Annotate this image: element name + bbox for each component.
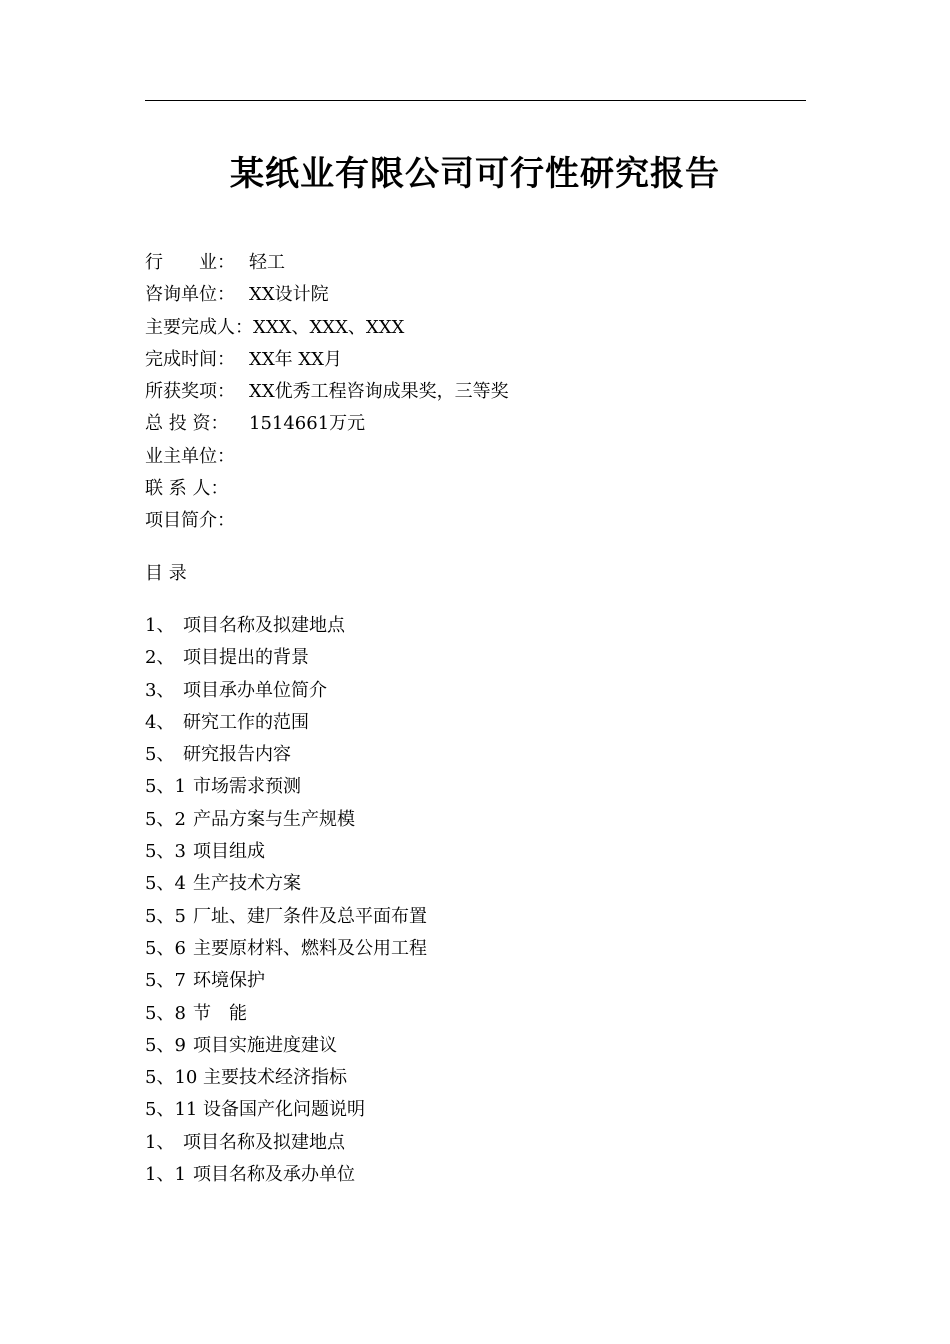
toc-item <box>145 1094 806 1126</box>
info-row-investment <box>145 408 806 440</box>
toc-item-number: 5、5 <box>145 905 186 927</box>
toc-item <box>145 933 806 965</box>
toc-list <box>145 610 806 1191</box>
toc-item-text: 项目组成 <box>193 841 265 863</box>
toc-item-number: 5、1 <box>145 776 186 798</box>
toc-item-text: 环境保护 <box>193 970 265 992</box>
info-value: XX设计院 <box>249 284 329 306</box>
toc-item-text: 项目承办单位简介 <box>183 679 327 701</box>
toc-item <box>145 707 806 739</box>
info-label: 主要完成人： <box>145 316 253 338</box>
toc-item-text: 节 能 <box>193 1002 247 1024</box>
toc-item-number: 3、 <box>145 679 175 701</box>
toc-item-text: 研究报告内容 <box>183 744 291 766</box>
info-row-owner <box>145 441 806 473</box>
document-title: 某纸业有限公司可行性研究报告 <box>230 154 720 194</box>
info-value: XX优秀工程咨询成果奖，三等奖 <box>249 381 509 403</box>
info-row-award <box>145 376 806 408</box>
toc-item-number: 2、 <box>145 647 175 669</box>
subsection-heading <box>145 1159 806 1191</box>
toc-item-text: 主要技术经济指标 <box>203 1067 347 1089</box>
info-value: 1514661万元 <box>249 413 366 435</box>
toc-item-text: 市场需求预测 <box>193 776 301 798</box>
toc-item-number: 5、 <box>145 744 175 766</box>
section-number: 1、 <box>145 1131 175 1153</box>
toc-item-number: 5、7 <box>145 970 186 992</box>
info-row-contact <box>145 473 806 505</box>
toc-item <box>145 998 806 1030</box>
header-rule <box>145 100 806 101</box>
toc-item-text: 研究工作的范围 <box>183 711 309 733</box>
toc-item <box>145 965 806 997</box>
info-block <box>145 247 806 538</box>
info-row-summary <box>145 505 806 537</box>
toc-item-number: 5、9 <box>145 1034 186 1056</box>
toc-item <box>145 868 806 900</box>
toc-item-number: 5、3 <box>145 841 186 863</box>
toc-item-number: 1、 <box>145 614 175 636</box>
toc-item-number: 5、8 <box>145 1002 186 1024</box>
toc-item-text: 项目实施进度建议 <box>193 1034 337 1056</box>
toc-item-text: 产品方案与生产规模 <box>193 808 355 830</box>
section-text: 项目名称及拟建地点 <box>183 1131 345 1153</box>
toc-item <box>145 739 806 771</box>
toc-item-text: 主要原材料、燃料及公用工程 <box>193 937 427 959</box>
spacer <box>145 590 806 610</box>
info-row-authors <box>145 312 806 344</box>
document-body <box>145 247 806 1191</box>
toc-item-number: 5、2 <box>145 808 186 830</box>
toc-item <box>145 642 806 674</box>
toc-item <box>145 771 806 803</box>
info-value: XXX、XXX、XXX <box>253 316 405 338</box>
toc-item-text: 生产技术方案 <box>193 873 301 895</box>
toc-item-text: 项目提出的背景 <box>183 647 309 669</box>
toc-item <box>145 675 806 707</box>
toc-item-number: 5、10 <box>145 1067 198 1089</box>
toc-item <box>145 836 806 868</box>
toc-item <box>145 804 806 836</box>
subsection-number: 1、1 <box>145 1164 186 1186</box>
info-row-consultant <box>145 279 806 311</box>
info-value: 轻工 <box>249 252 285 273</box>
toc-item-number: 4、 <box>145 711 175 733</box>
toc-item-number: 5、11 <box>145 1099 198 1121</box>
info-row-industry <box>145 247 806 279</box>
toc-item-text: 设备国产化问题说明 <box>203 1099 365 1121</box>
info-label: 所获奖项： <box>145 381 235 403</box>
toc-item-number: 5、4 <box>145 873 186 895</box>
info-label: 总 投 资： <box>145 413 229 435</box>
toc-item-text: 厂址、建厂条件及总平面布置 <box>193 905 427 927</box>
info-value: XX年 XX月 <box>249 348 342 370</box>
toc-item-number: 5、6 <box>145 937 186 959</box>
toc-heading: 目 录 <box>145 562 187 584</box>
info-label: 完成时间： <box>145 348 235 370</box>
info-label: 咨询单位： <box>145 284 235 306</box>
toc-item <box>145 1030 806 1062</box>
toc-item <box>145 610 806 642</box>
info-row-date <box>145 344 806 376</box>
section-heading <box>145 1127 806 1159</box>
info-label: 联 系 人： <box>145 478 229 500</box>
info-label: 业主单位： <box>145 445 235 467</box>
spacer <box>145 538 806 558</box>
info-label: 行 业： <box>145 252 235 273</box>
info-label: 项目简介： <box>145 510 235 532</box>
toc-item <box>145 1062 806 1094</box>
toc-item-text: 项目名称及拟建地点 <box>183 614 345 636</box>
subsection-text: 项目名称及承办单位 <box>193 1164 355 1186</box>
toc-item <box>145 901 806 933</box>
